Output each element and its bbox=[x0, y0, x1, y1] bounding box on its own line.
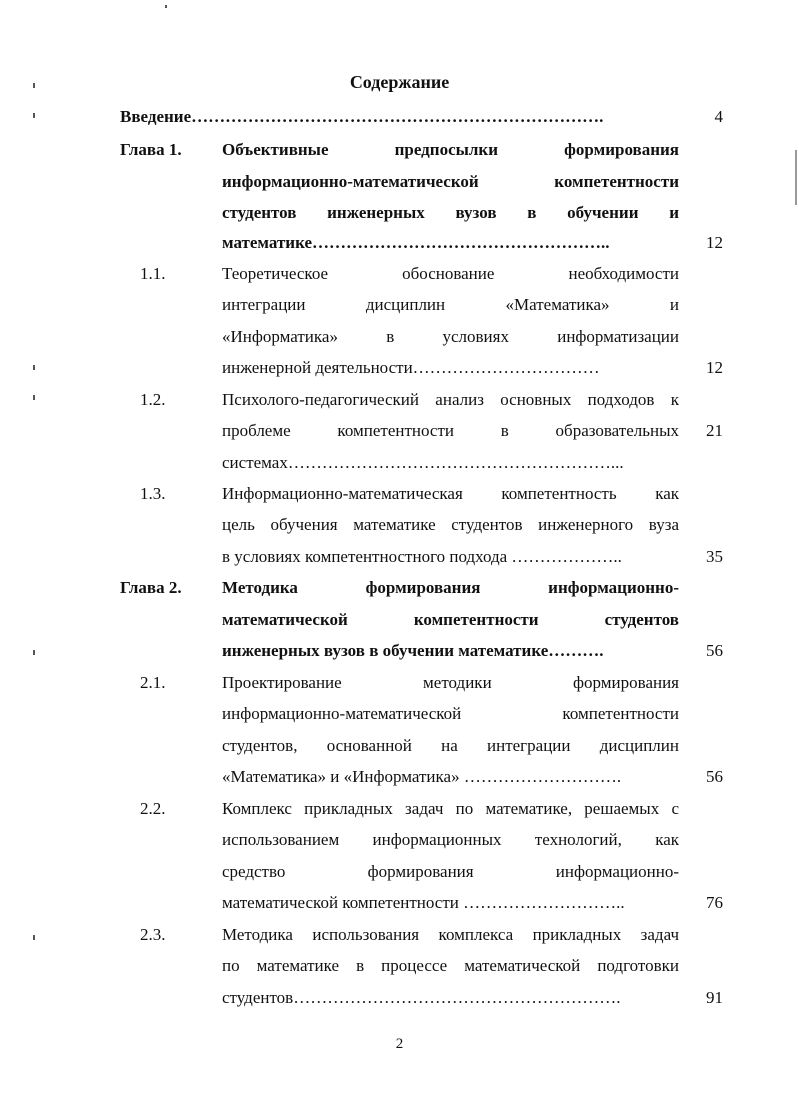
toc-text-line: математике…………………………………………….. bbox=[222, 233, 610, 252]
toc-text-line: информационно-математической компетентности bbox=[222, 172, 679, 191]
toc-text-line: Теоретическое обоснование необходимости bbox=[222, 264, 679, 283]
scan-mark bbox=[33, 365, 35, 370]
toc-text-line: математической компетентности студентов bbox=[222, 610, 679, 629]
scan-mark bbox=[33, 395, 35, 400]
toc-page-number: 12 bbox=[706, 233, 723, 252]
toc-text-line: средство формирования информационно- bbox=[222, 862, 679, 881]
toc-page-number: 76 bbox=[706, 893, 723, 912]
scan-mark bbox=[33, 113, 35, 118]
toc-text-line: математической компетентности ……………………….. bbox=[222, 893, 625, 912]
toc-text-line: студентов…………………………………………………. bbox=[222, 988, 621, 1007]
toc-page-number: 56 bbox=[706, 641, 723, 660]
scan-mark bbox=[795, 150, 797, 205]
section-number: 1.1. bbox=[140, 264, 166, 283]
toc-text-line: Методика формирования информационно- bbox=[222, 578, 679, 597]
toc-text-line: «Математика» и «Информатика» ………………………. bbox=[222, 767, 622, 786]
toc-text-line: цель обучения математике студентов инженерного вуза bbox=[222, 515, 679, 534]
toc-page-number: 91 bbox=[706, 988, 723, 1007]
toc-text-line: Методика использования комплекса прикладных задач bbox=[222, 925, 679, 944]
toc-page-number: 56 bbox=[706, 767, 723, 786]
toc-text-line: Проектирование методики формирования bbox=[222, 673, 679, 692]
toc-text-line: студентов, основанной на интеграции дисциплин bbox=[222, 736, 679, 755]
chapter-label: Глава 1. bbox=[120, 140, 182, 159]
section-number: 2.1. bbox=[140, 673, 166, 692]
section-number: 2.3. bbox=[140, 925, 166, 944]
toc-page-number: 4 bbox=[714, 107, 723, 126]
section-number: 1.3. bbox=[140, 484, 166, 503]
toc-text-line: Объективные предпосылки формирования bbox=[222, 140, 679, 159]
toc-text-line: Комплекс прикладных задач по математике, решаемых с bbox=[222, 799, 679, 818]
toc-text-line: системах…………………………………………………... bbox=[222, 453, 624, 472]
scan-mark bbox=[33, 650, 35, 655]
toc-text-line: Психолого-педагогический анализ основных подходов к bbox=[222, 390, 679, 409]
toc-text-line: использованием информационных технологий, как bbox=[222, 830, 679, 849]
page-number: 2 bbox=[395, 1036, 404, 1052]
scan-mark bbox=[165, 5, 167, 8]
section-number: 2.2. bbox=[140, 799, 166, 818]
toc-text-line: проблеме компетентности в образовательных bbox=[222, 421, 679, 440]
toc-text-line: инженерных вузов в обучении математике………. bbox=[222, 641, 604, 660]
toc-text-line: Информационно-математическая компетентность как bbox=[222, 484, 679, 503]
scan-mark bbox=[33, 83, 35, 88]
toc-text-line: по математике в процессе математической подготовки bbox=[222, 956, 679, 975]
toc-entry-label: Введение………………………………………………………………. bbox=[120, 107, 604, 126]
toc-text-line: в условиях компетентностного подхода ……………….. bbox=[222, 547, 622, 566]
page-title: Содержание bbox=[349, 72, 450, 92]
toc-text-line: «Информатика» в условиях информатизации bbox=[222, 327, 679, 346]
toc-text-line: инженерной деятельности…………………………… bbox=[222, 358, 600, 377]
toc-page-number: 21 bbox=[706, 421, 723, 440]
toc-page-number: 35 bbox=[706, 547, 723, 566]
toc-text-line: интеграции дисциплин «Математика» и bbox=[222, 295, 679, 314]
chapter-label: Глава 2. bbox=[120, 578, 182, 597]
section-number: 1.2. bbox=[140, 390, 166, 409]
toc-text-line: студентов инженерных вузов в обучении и bbox=[222, 203, 679, 222]
toc-page-number: 12 bbox=[706, 358, 723, 377]
toc-text-line: информационно-математической компетентности bbox=[222, 704, 679, 723]
scan-mark bbox=[33, 935, 35, 940]
